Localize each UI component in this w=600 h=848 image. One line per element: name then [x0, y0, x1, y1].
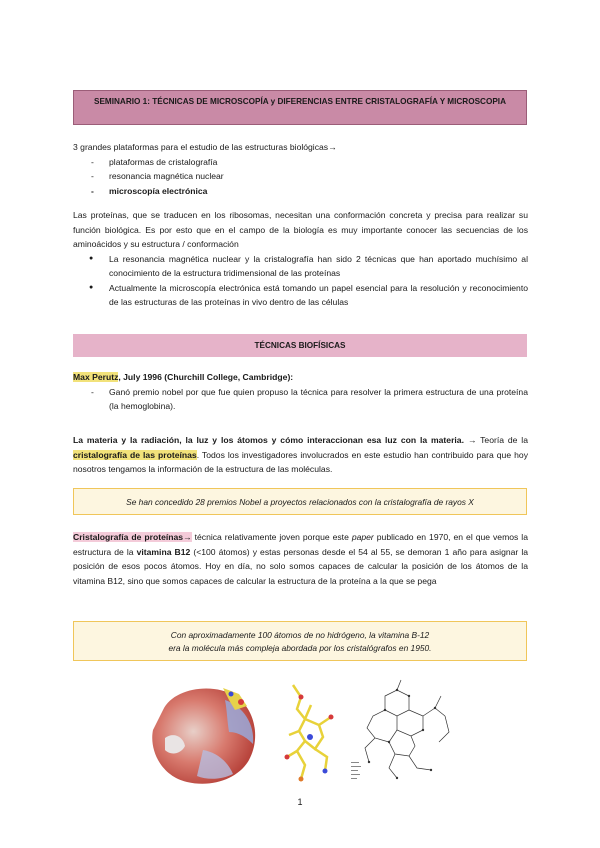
page-number: 1: [297, 797, 303, 807]
crystal-text: publicado en 1970, en el que vemos la estructura de la: [73, 532, 528, 557]
b12-structure-diagram: [345, 676, 457, 788]
protein-surface-image: [143, 680, 265, 790]
matter-arrow: → Teoría de la: [463, 435, 528, 445]
callout-line: era la molécula más compleja abordada por los cristalógrafos en 1950.: [168, 643, 432, 653]
callout-line: Con aproximadamente 100 átomos de no hidrógeno, la vitamina B-12: [170, 630, 430, 640]
perutz-name: Max Perutz: [73, 372, 119, 382]
vitamin-callout: [73, 621, 527, 661]
perutz-block: [73, 370, 528, 414]
proteins-paragraph: Las proteínas, que se traducen en los ribosomas, necesitan una conformación concreta y precisa para realizar su función biológica. Es por esto que en el campo de la biología es muy importante conocer las secuencias de los aminoácidos y su estructura / conformación: [73, 210, 528, 249]
crystal-text: (<100 átomos) y estas personas desde el 54 al 55, se demoran 1 año para asignar la posición de esos pocos átomos. Hoy en día, no solo somos capaces de calcular la posición de los átomos de la vitamina B12, sino que somos capaces de calcular la estructura de la proteína a la que se pega: [73, 546, 529, 586]
list-item: - Ganó premio nobel por que fue quien propuso la técnica para resolver la primera estructura de una proteína (la hemoglobina).: [73, 385, 528, 414]
crystal-paragraph: [73, 530, 528, 588]
matter-paragraph: [73, 433, 528, 477]
crystal-text: técnica relativamente joven porque este: [191, 532, 352, 542]
page-title: SEMINARIO 1: TÉCNICAS DE MICROSCOPÍA y DIFERENCIAS ENTRE CRISTALOGRAFÍA Y MICROSCOPIA: [73, 90, 527, 125]
vitamin-b12-model-image: [275, 675, 341, 793]
matter-bold: La materia y la radiación, la luz y los átomos y cómo interaccionan esa luz con la materia.: [73, 435, 464, 445]
crystal-arrow: →: [183, 532, 192, 542]
section-title: TÉCNICAS BIOFÍSICAS: [73, 334, 527, 357]
list-item: ● Actualmente la microscopía electrónica está tomando un papel esencial para la resolución y reconocimiento de las estructuras de las proteínas in vivo dentro de las células: [73, 281, 528, 310]
list-item: - resonancia magnética nuclear: [73, 169, 528, 184]
techniques-bullets: [73, 252, 528, 310]
platform-list: [73, 155, 528, 199]
crystal-heading: Cristalografía de proteínas: [73, 532, 184, 542]
crystal-vitamin: vitamina B12: [136, 546, 191, 557]
crystal-paper: paper: [351, 532, 374, 542]
nobel-callout: Se han concedido 28 premios Nobel a proyectos relacionados con la cristalografía de rayos X: [73, 488, 527, 515]
intro-block: [73, 140, 528, 310]
list-item: ● La resonancia magnética nuclear y la cristalografía han sido 2 técnicas que han aportado muchísimo al conocimiento de la estructura tridimensional de las proteínas: [73, 252, 528, 281]
intro-lead: 3 grandes plataformas para el estudio de las estructuras biológicas→: [73, 142, 337, 152]
list-item: - plataformas de cristalografía: [73, 155, 528, 170]
matter-rest: . Todos los investigadores involucrados en este estudio han contribuido para que hoy nosotros tengamos la información de la estructura de las moléculas.: [73, 449, 528, 474]
perutz-place: (Churchill College, Cambridge):: [161, 372, 294, 382]
perutz-date: , July 1996: [118, 372, 162, 382]
list-item: - microscopía electrónica: [73, 184, 528, 199]
matter-highlight: cristalografía de las proteínas: [73, 449, 197, 460]
